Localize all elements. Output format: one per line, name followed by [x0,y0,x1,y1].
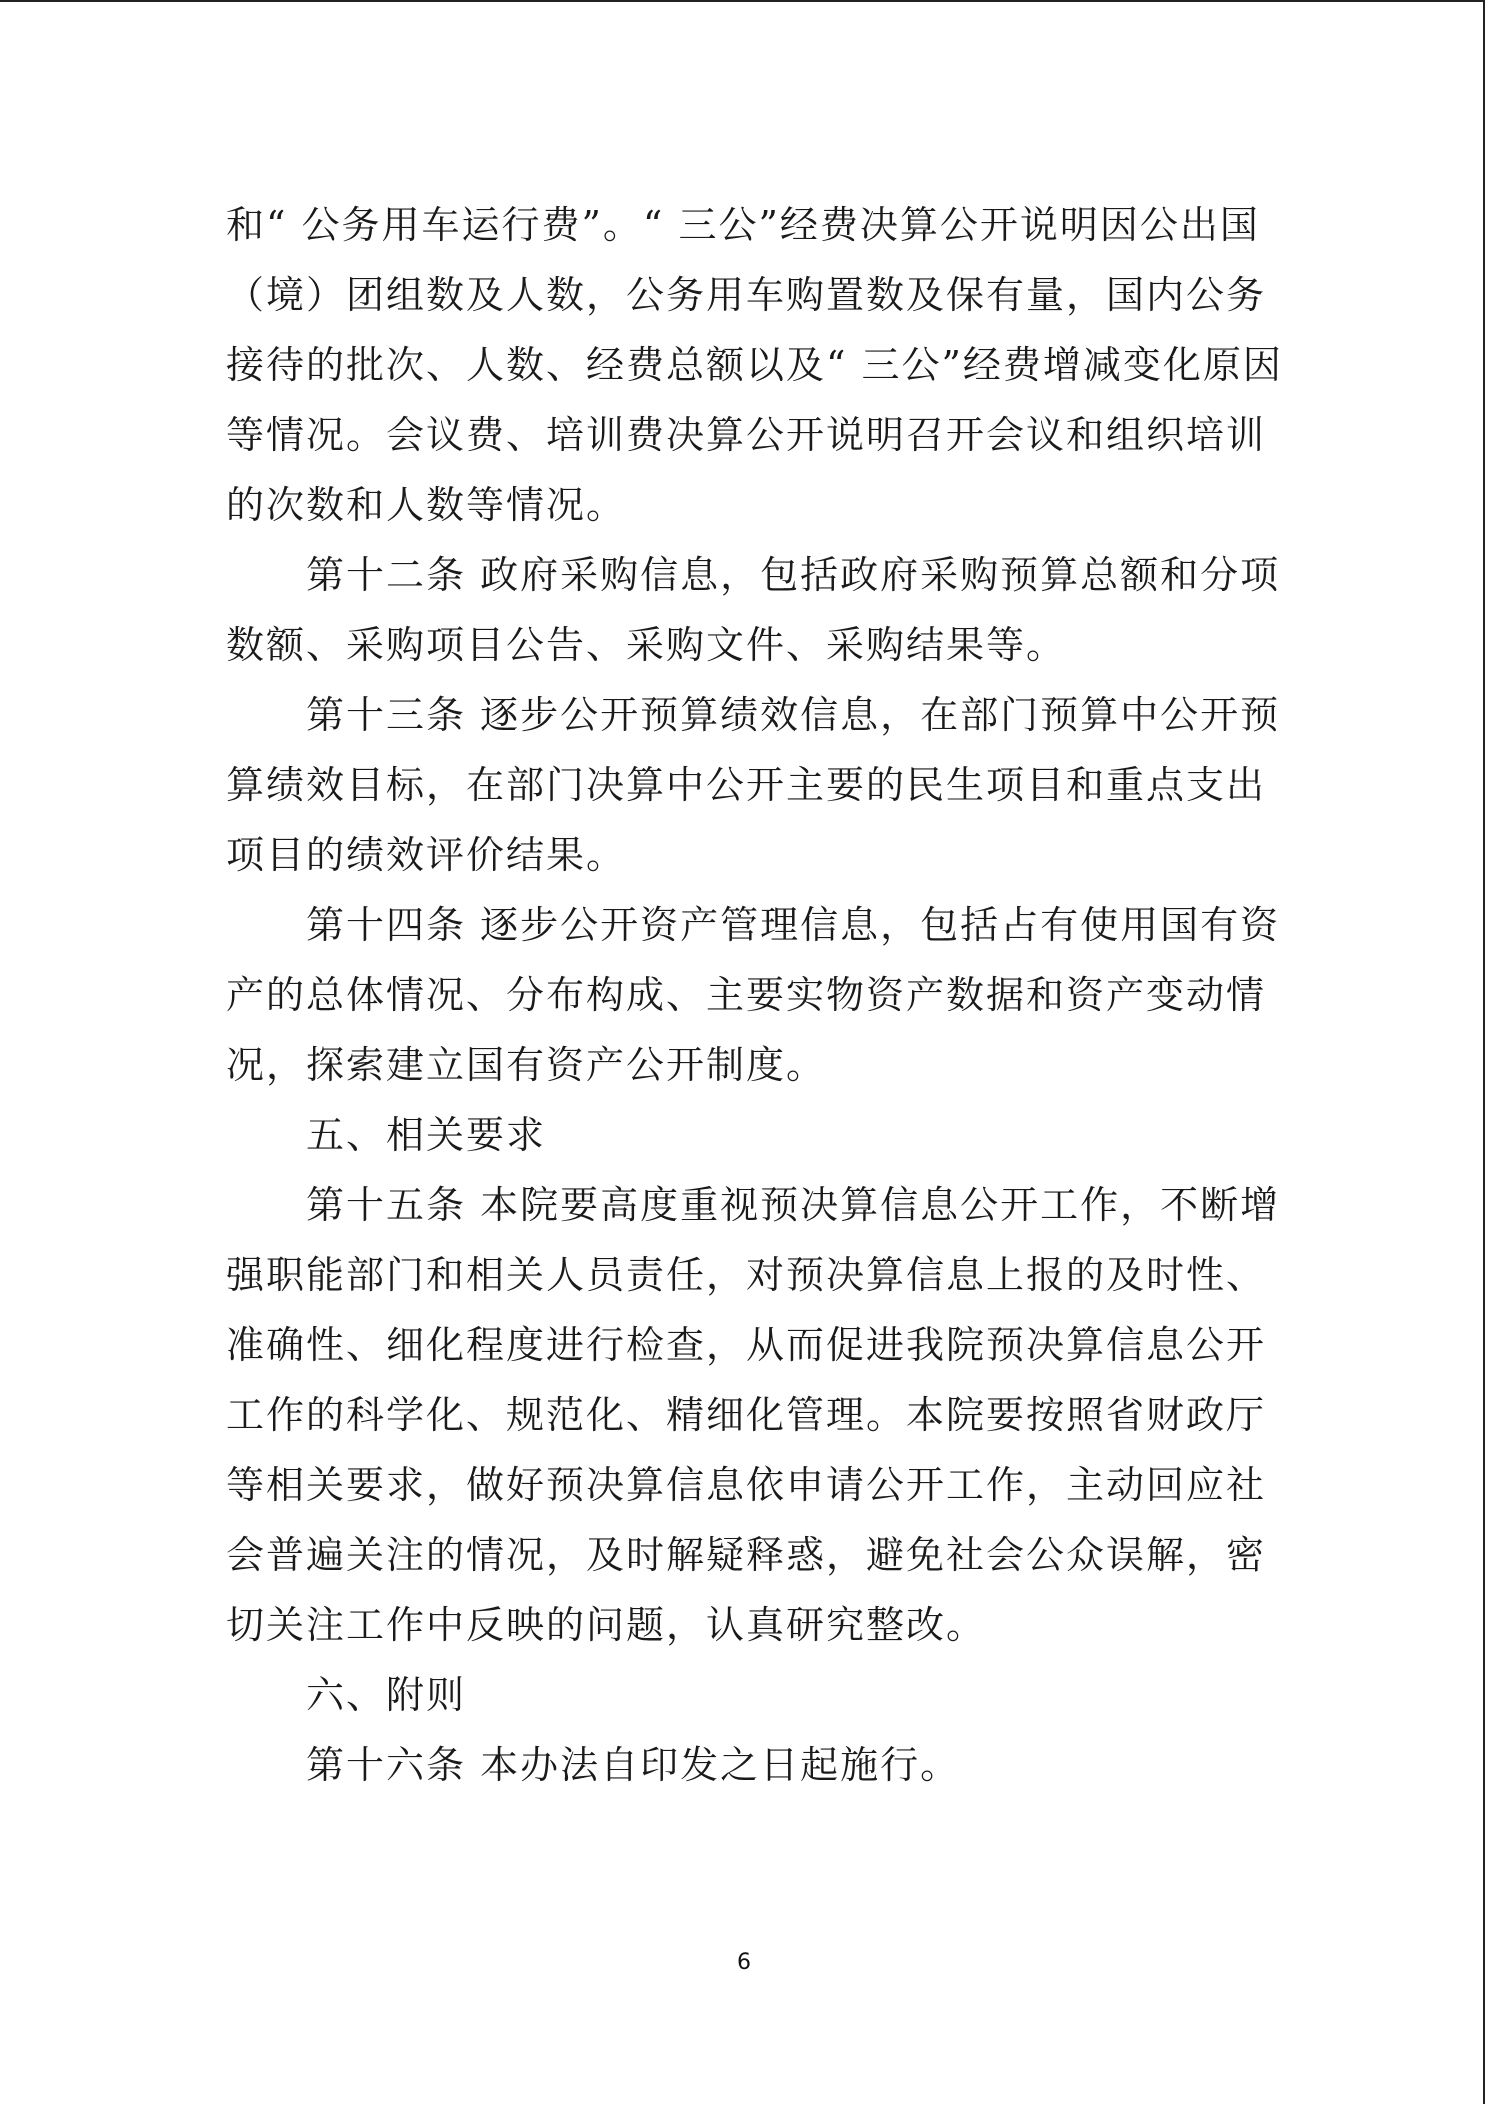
article-13: 第十三条 逐步公开预算绩效信息，在部门预算中公开预算绩效目标，在部门决算中公开主要的民生项目和重点支出项目的绩效评价结果。 [226,693,1281,877]
page-number: 6 [737,1950,751,1975]
document-body [226,190,1296,1800]
section-heading-requirements: 五、相关要求 [306,1113,547,1157]
paragraph-continuation: 和“ 公务用车运行费”。“ 三公”经费决算公开说明因公出国（境）团组数及人数，公务用车购置数及保有量，国内公务接待的批次、人数、经费总额以及“ 三公”经费增减变化原因等情况。会议费、培训费决算公开说明召开会议和组织培训的次数和人数等情况。 [226,203,1283,527]
section-heading-supplementary: 六、附则 [306,1673,467,1717]
article-12: 第十二条 政府采购信息，包括政府采购预算总额和分项数额、采购项目公告、采购文件、采购结果等。 [226,553,1281,667]
article-14: 第十四条 逐步公开资产管理信息，包括占有使用国有资产的总体情况、分布构成、主要实物资产数据和资产变动情况，探索建立国有资产公开制度。 [226,903,1281,1087]
article-16: 第十六条 本办法自印发之日起施行。 [306,1743,961,1787]
article-15: 第十五条 本院要高度重视预决算信息公开工作，不断增强职能部门和相关人员责任，对预决算信息上报的及时性、准确性、细化程度进行检查，从而促进我院预决算信息公开工作的科学化、规范化、精细化管理。本院要按照省财政厅等相关要求，做好预决算信息依申请公开工作，主动回应社会普遍关注的情况，及时解疑释惑，避免社会公众误解，密切关注工作中反映的问题，认真研究整改。 [226,1183,1281,1647]
